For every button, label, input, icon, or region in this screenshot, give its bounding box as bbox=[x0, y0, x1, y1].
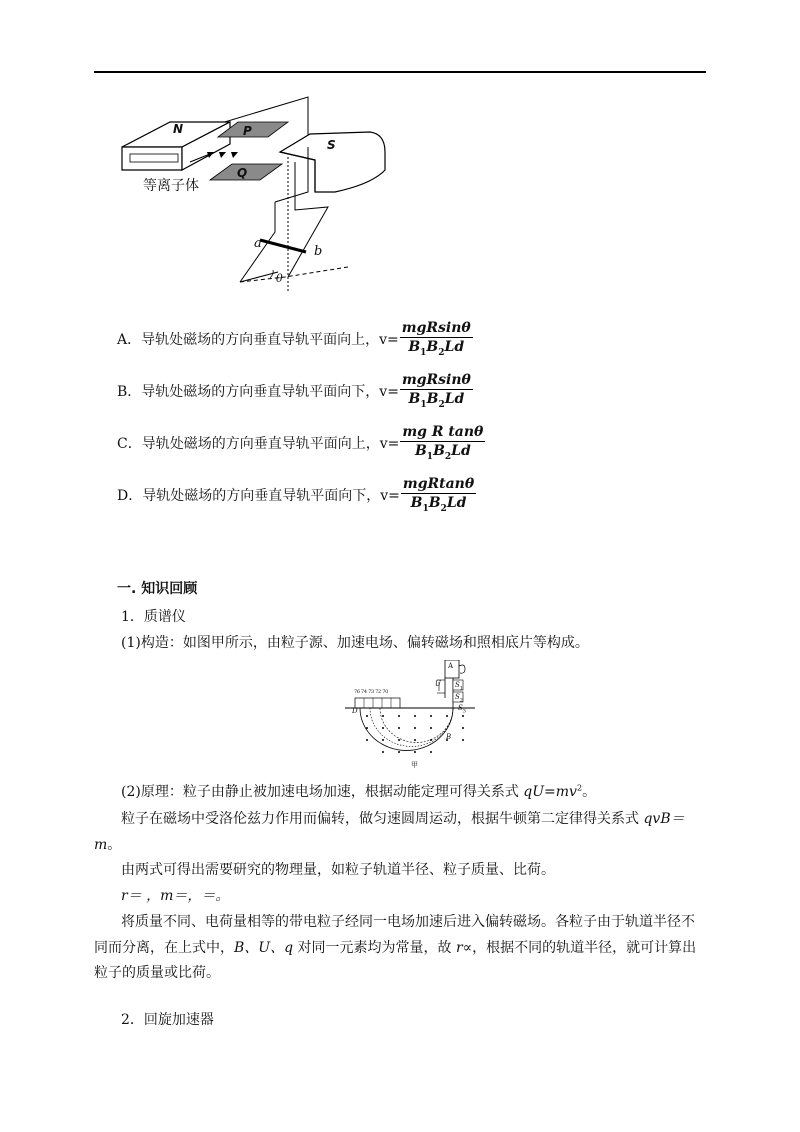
option-text: 导轨处磁场的方向垂直导轨平面向上，v= bbox=[141, 331, 399, 348]
principle-text: (2)原理：粒子由静止被加速电场加速，根据动能定理可得关系式 $qU=mv^2$。 bbox=[121, 783, 597, 800]
option-a bbox=[117, 320, 473, 358]
label-theta: θ bbox=[276, 272, 283, 285]
option-text: 导轨处磁场的方向垂直导轨平面向上，v= bbox=[141, 435, 400, 452]
option-b bbox=[117, 372, 473, 410]
option-letter: D． bbox=[117, 487, 143, 504]
label-n: N bbox=[173, 122, 184, 136]
header-rule bbox=[94, 71, 706, 73]
label-a: a bbox=[254, 236, 262, 251]
magnetic-force-text: 粒子在磁场中受洛伦兹力作用而偏转，做匀速圆周运动，根据牛顿第二定律得关系式 qvB＝ bbox=[121, 811, 685, 827]
label-s: S bbox=[327, 138, 336, 152]
label-s3: $S_3$ bbox=[458, 704, 466, 715]
paragraph-line-2: 同而分离，在上式中，B、U、q 对同一元素均为常量，故 r∝，根据不同的轨道半径，就可计算出 bbox=[94, 940, 697, 956]
item-mass-spectrometer: 1．质谱仪 bbox=[121, 609, 186, 625]
label-d: D bbox=[352, 707, 358, 715]
option-d bbox=[117, 476, 476, 514]
fraction: $\frac{\text{mg R tanθ}}{B_1B_2Ld}$ bbox=[402, 424, 484, 462]
figure-caption: 甲 bbox=[411, 761, 418, 769]
derive-text: 由两式可得出需要研究的物理量，如粒子轨道半径、粒子质量、比荷。 bbox=[121, 862, 555, 878]
label-u: U bbox=[435, 680, 441, 688]
label-p: P bbox=[243, 124, 252, 138]
fraction: $\frac{\text{mgRsinθ}}{B_1B_2Ld}$ bbox=[401, 320, 471, 358]
option-letter: B． bbox=[117, 383, 142, 400]
label-a-source: A bbox=[448, 662, 454, 670]
label-b-field: B bbox=[446, 733, 452, 741]
label-s1: $S_1$ bbox=[455, 681, 463, 692]
label-b: b bbox=[314, 244, 323, 259]
formula-line: r＝ ，m＝，＝。 bbox=[121, 888, 230, 904]
construct-text: (1)构造：如图甲所示，由粒子源、加速电场、偏转磁场和照相底片等构成。 bbox=[121, 635, 589, 651]
item-cyclotron: 2．回旋加速器 bbox=[121, 1012, 214, 1028]
mass-spectrometer-figure bbox=[345, 660, 475, 762]
magnetic-force-text-cont: m。 bbox=[94, 837, 122, 853]
paragraph-line-1: 将质量不同、电荷量相等的带电粒子经同一电场加速后进入偏转磁场。各粒子由于轨道半径不 bbox=[121, 914, 695, 930]
option-letter: C． bbox=[117, 435, 142, 452]
label-scale: 76 74 73 72 70 bbox=[354, 689, 388, 695]
option-text: 导轨处磁场的方向垂直导轨平面向下，v= bbox=[142, 487, 400, 504]
paragraph-line-3: 粒子的质量或比荷。 bbox=[94, 965, 220, 981]
section-heading: 一. 知识回顾 bbox=[117, 581, 198, 597]
fraction: $\frac{\text{mgRsinθ}}{B_1B_2Ld}$ bbox=[401, 372, 471, 410]
label-s2: $S_2$ bbox=[455, 693, 463, 704]
label-q: Q bbox=[237, 166, 248, 180]
label-plasma: 等离子体 bbox=[143, 175, 199, 195]
option-c bbox=[117, 424, 485, 462]
option-text: 导轨处磁场的方向垂直导轨平面向下，v= bbox=[141, 383, 399, 400]
fraction: $\frac{\text{mgRtanθ}}{B_1B_2Ld}$ bbox=[402, 476, 475, 514]
option-letter: A． bbox=[117, 331, 142, 348]
